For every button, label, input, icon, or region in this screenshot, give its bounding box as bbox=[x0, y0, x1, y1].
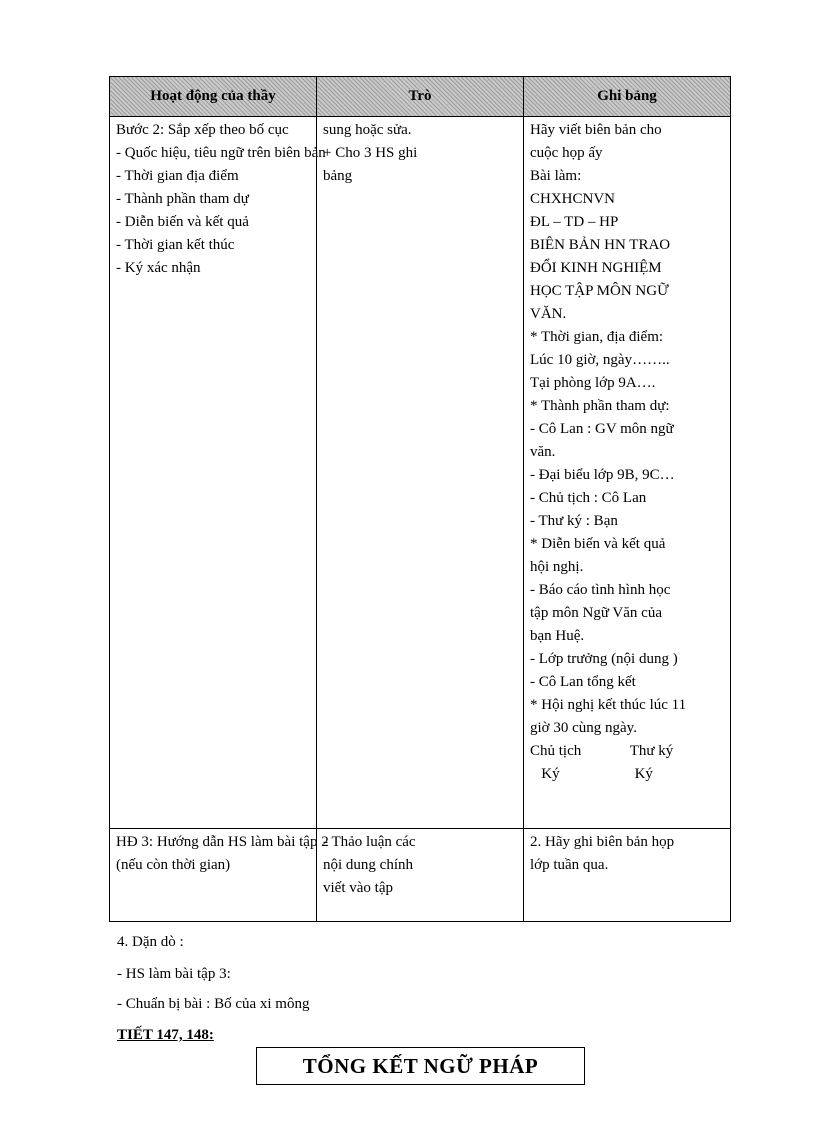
header-student: Trò bbox=[317, 77, 524, 117]
student-cell bbox=[317, 117, 524, 829]
student-line: nội dung chính bbox=[323, 857, 413, 873]
teacher-line: - Thời gian địa điểm bbox=[116, 168, 239, 184]
teacher-cell bbox=[110, 117, 326, 829]
board-line: - Báo cáo tình hình học bbox=[530, 582, 671, 598]
signature-right-sign: Ký bbox=[634, 766, 653, 782]
board-line: bạn Huệ. bbox=[530, 628, 585, 644]
signature-left-sign: Ký bbox=[541, 766, 560, 782]
board-line: Lúc 10 giờ, ngày…….. bbox=[530, 352, 670, 368]
signature-right-title: Thư ký bbox=[629, 743, 674, 759]
lesson-table bbox=[109, 76, 731, 922]
board-line: BIÊN BẢN HN TRAO bbox=[530, 237, 671, 253]
teacher-line: - Thành phần tham dự bbox=[116, 191, 249, 207]
signature-marks bbox=[530, 763, 724, 786]
board-line: - Lớp trưởng (nội dung ) bbox=[530, 651, 678, 667]
board-line: - Cô Lan : GV môn ngữ bbox=[530, 421, 674, 437]
board-line: 2. Hãy ghi biên bản họp bbox=[530, 834, 675, 850]
board-line: - Chủ tịch : Cô Lan bbox=[530, 490, 647, 506]
table-row bbox=[110, 117, 731, 829]
board-line: ĐỔI KINH NGHIỆM bbox=[530, 260, 662, 276]
board-line: VĂN. bbox=[530, 306, 567, 322]
teacher-line: (nếu còn thời gian) bbox=[116, 857, 231, 873]
teacher-line: HĐ 3: Hướng dẫn HS làm bài tập 2 bbox=[116, 834, 329, 850]
board-line: - Thư ký : Bạn bbox=[530, 513, 618, 529]
student-line: - Thảo luận các bbox=[323, 834, 416, 850]
student-line: bảng bbox=[323, 168, 353, 184]
board-line: HỌC TẬP MÔN NGỮ bbox=[530, 283, 669, 299]
teacher-line: - Ký xác nhận bbox=[116, 260, 201, 276]
homework-heading: 4. Dặn dò : bbox=[117, 934, 184, 950]
board-line: - Cô Lan tổng kết bbox=[530, 674, 636, 690]
student-line: viết vào tập bbox=[323, 880, 393, 896]
board-cell bbox=[524, 829, 731, 922]
board-line: * Thời gian, địa điểm: bbox=[530, 329, 664, 345]
teacher-cell bbox=[110, 829, 329, 922]
homework-item: - Chuẩn bị bài : Bố của xi mông bbox=[117, 996, 310, 1012]
homework-item: - HS làm bài tập 3: bbox=[117, 966, 231, 982]
teacher-line: Bước 2: Sắp xếp theo bố cục bbox=[116, 122, 289, 138]
student-line: + Cho 3 HS ghi bbox=[323, 145, 418, 161]
board-line: lớp tuần qua. bbox=[530, 857, 609, 873]
signature-left-title: Chủ tịch bbox=[530, 743, 582, 759]
header-teacher: Hoạt động của thầy bbox=[110, 77, 317, 117]
board-line: CHXHCNVN bbox=[530, 191, 616, 207]
signature-titles bbox=[530, 740, 724, 763]
board-line: Tại phòng lớp 9A…. bbox=[530, 375, 656, 391]
board-line: ĐL – TD – HP bbox=[530, 214, 619, 230]
board-line: tập môn Ngữ Văn của bbox=[530, 605, 662, 621]
table-header-row bbox=[110, 77, 731, 117]
board-line: * Hội nghị kết thúc lúc 11 bbox=[530, 697, 687, 713]
teacher-line: - Diễn biến và kết quả bbox=[116, 214, 249, 230]
board-line: văn. bbox=[530, 444, 556, 460]
lesson-label: TIẾT 147, 148: bbox=[117, 1027, 214, 1043]
student-line: sung hoặc sửa. bbox=[323, 122, 412, 138]
table-row bbox=[110, 829, 731, 922]
board-line: * Diễn biến và kết quả bbox=[530, 536, 666, 552]
teacher-line: - Quốc hiệu, tiêu ngữ trên biên bản bbox=[116, 145, 326, 161]
board-line: giờ 30 cùng ngày. bbox=[530, 720, 637, 736]
board-line: hội nghị. bbox=[530, 559, 584, 575]
page-title: TỔNG KẾT NGỮ PHÁP bbox=[256, 1047, 585, 1085]
board-line: Bài làm: bbox=[530, 168, 582, 184]
board-line: * Thành phần tham dự: bbox=[530, 398, 670, 414]
board-line: Hãy viết biên bản cho bbox=[530, 122, 662, 138]
board-line: cuộc họp ấy bbox=[530, 145, 603, 161]
teacher-line: - Thời gian kết thúc bbox=[116, 237, 235, 253]
header-board: Ghi bảng bbox=[524, 77, 731, 117]
student-cell bbox=[317, 829, 524, 922]
board-line: - Đại biểu lớp 9B, 9C… bbox=[530, 467, 675, 483]
board-cell bbox=[524, 117, 731, 829]
